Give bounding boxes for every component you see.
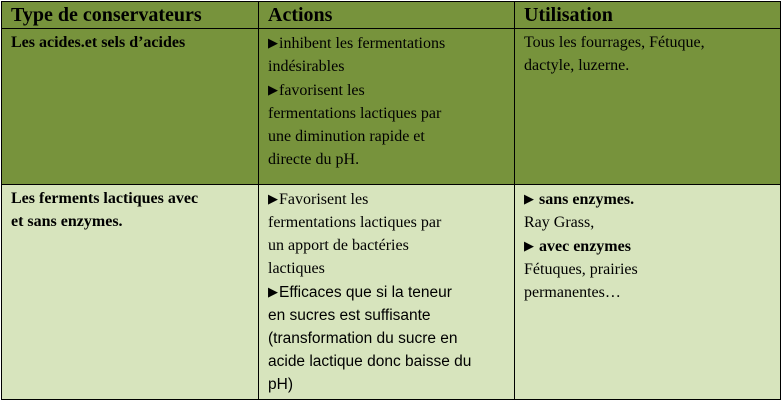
right-triangle-icon: ▶	[524, 238, 534, 253]
action-text: fermentations lactiques par	[268, 105, 442, 122]
action-text: indésirables	[268, 58, 345, 75]
action-text: directe du pH.	[268, 151, 360, 168]
type-cell	[2, 185, 259, 400]
type-cell	[2, 29, 259, 185]
right-triangle-icon: ▶	[524, 191, 534, 206]
action-item: ▶favorisent les	[268, 78, 506, 102]
action-text: un apport de bactéries	[268, 237, 409, 254]
utilisation-cell	[515, 29, 781, 185]
table-row	[2, 29, 781, 185]
header-type: Type de conservateurs	[2, 2, 259, 29]
table-row	[2, 185, 781, 400]
utilisation-text: Ray Grass,	[524, 214, 595, 231]
actions-cell	[259, 29, 515, 185]
action-text: une diminution rapide et	[268, 128, 425, 145]
conservateurs-table	[1, 1, 781, 400]
action-item: ▶Efficaces que si la teneur	[268, 280, 506, 304]
utilisation-item: ▶ sans enzymes.	[524, 187, 772, 211]
utilisation-text: permanentes…	[524, 284, 621, 301]
utilisation-text: Tous les fourrages, Fétuque,	[524, 34, 705, 51]
action-item: ▶inhibent les fermentations	[268, 31, 506, 55]
actions-cell	[259, 185, 515, 400]
type-label: Les acides.et sels d’acides	[11, 34, 186, 51]
action-text: en sucres est suffisante	[268, 307, 431, 324]
header-actions: Actions	[259, 2, 515, 29]
action-item: ▶Favorisent les	[268, 187, 506, 211]
action-text: fermentations lactiques par	[268, 214, 442, 231]
utilisation-cell	[515, 185, 781, 400]
type-label: et sans enzymes.	[11, 213, 123, 230]
utilisation-text: dactyle, luzerne.	[524, 57, 630, 74]
table-header-row	[2, 2, 781, 29]
right-triangle-icon: ▶	[268, 284, 278, 299]
action-text: lactiques	[268, 260, 325, 277]
header-utilisation: Utilisation	[515, 2, 781, 29]
right-triangle-icon: ▶	[268, 191, 278, 206]
action-text: (transformation du sucre en	[268, 330, 458, 347]
action-text: acide lactique donc baisse du	[268, 353, 472, 370]
utilisation-text: Fétuques, prairies	[524, 261, 638, 278]
type-label: Les ferments lactiques avec	[11, 190, 199, 207]
action-text: pH)	[268, 376, 293, 393]
right-triangle-icon: ▶	[268, 35, 278, 50]
right-triangle-icon: ▶	[268, 82, 278, 97]
utilisation-item: ▶ avec enzymes	[524, 234, 772, 258]
